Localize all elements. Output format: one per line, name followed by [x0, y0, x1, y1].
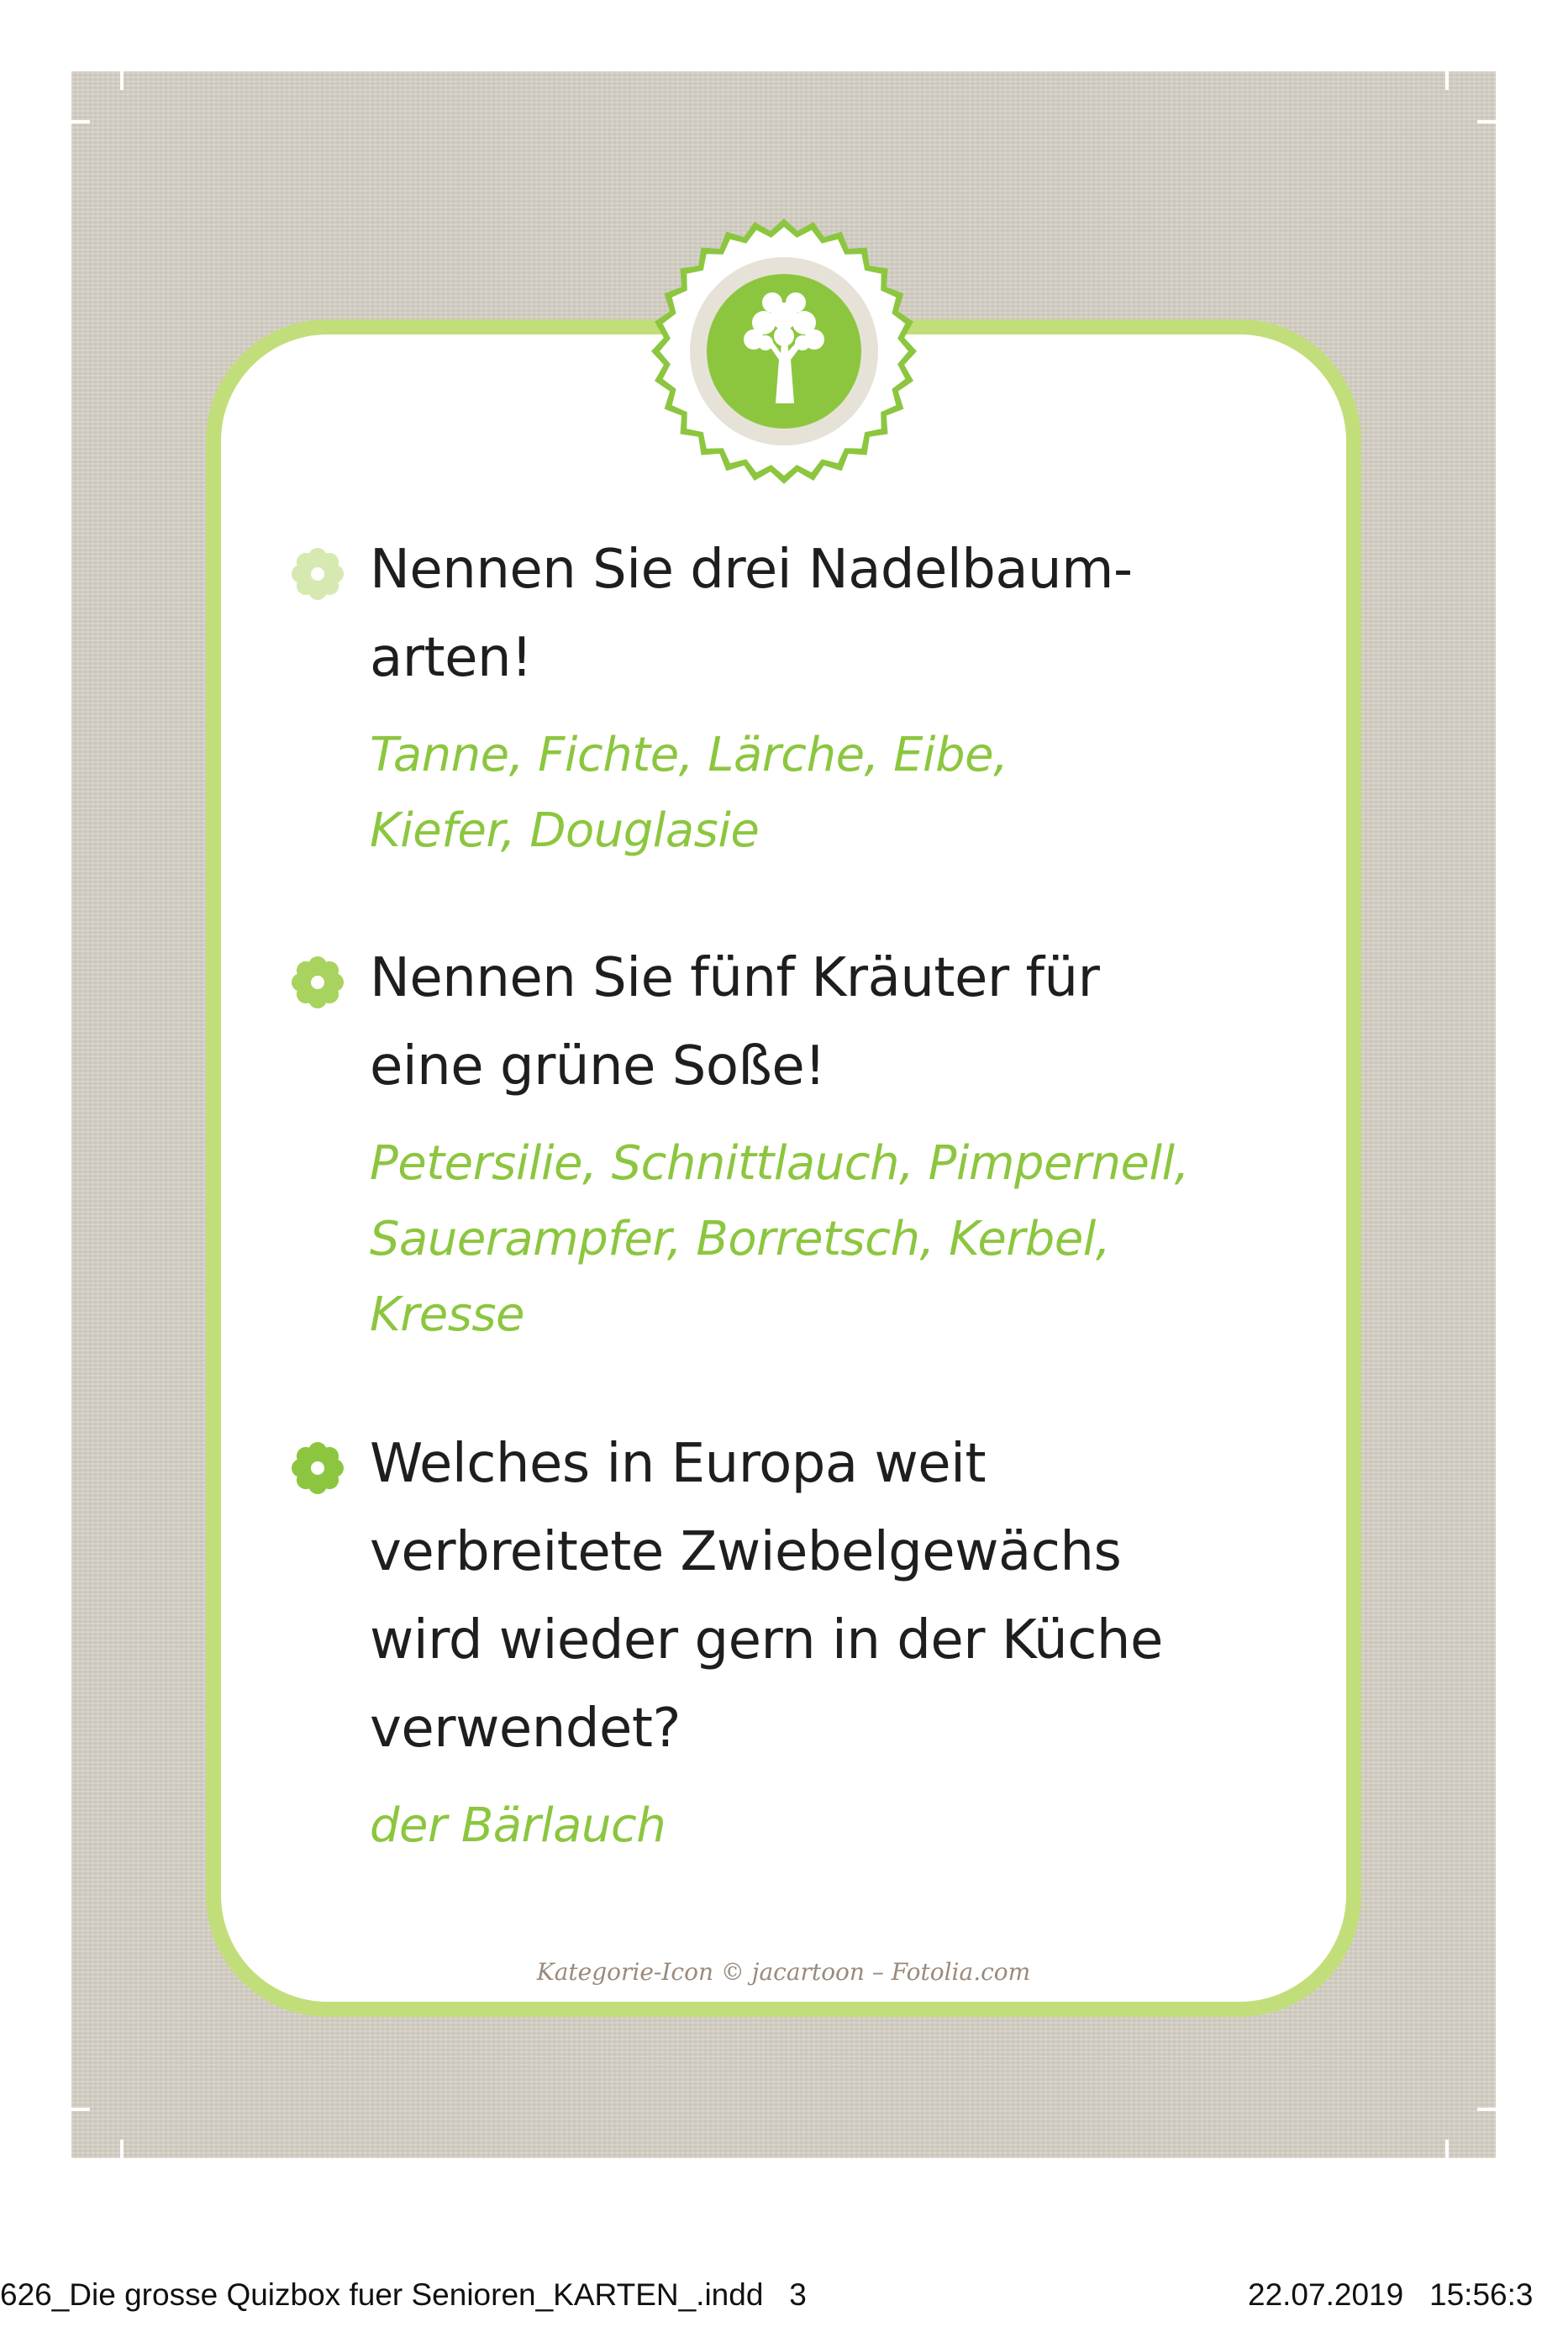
image-credit: Kategorie-Icon © jacartoon – Fotolia.com: [536, 1958, 1031, 1986]
question-line: verbreitete Zwiebelgewächs: [370, 1521, 1122, 1583]
answer-line: Kiefer, Douglasie: [370, 803, 760, 858]
crop-mark: [71, 2108, 90, 2111]
crop-mark: [1445, 71, 1449, 90]
print-slug-filename: 626_Die grosse Quizbox fuer Senioren_KARTEN_.indd 3: [0, 2277, 807, 2312]
answer-text: [370, 718, 1319, 869]
print-slug-datetime: 22.07.2019 15:56:3: [1248, 2277, 1534, 2312]
crop-mark: [1477, 120, 1496, 124]
flower-bullet-icon: [288, 1439, 347, 1498]
question-2: [370, 934, 1319, 1353]
question-3: [370, 1420, 1319, 1864]
question-text: [370, 1420, 1319, 1773]
crop-mark: [1445, 2140, 1449, 2158]
question-text: [370, 526, 1319, 703]
flower-bullet-icon: [288, 545, 347, 603]
question-line: verwendet?: [370, 1698, 681, 1760]
answer-line: Sauerampfer, Borretsch, Kerbel,: [370, 1212, 1111, 1266]
crop-mark: [120, 71, 124, 90]
crop-mark: [71, 120, 90, 124]
answer-text: [370, 1126, 1319, 1353]
answer-line: Tanne, Fichte, Lärche, Eibe,: [370, 728, 1008, 782]
question-line: Nennen Sie fünf Kräuter für: [370, 947, 1100, 1009]
question-line: arten!: [370, 627, 533, 689]
answer-line: der Bärlauch: [370, 1798, 666, 1853]
crop-mark: [1477, 2108, 1496, 2111]
question-line: wird wieder gern in der Küche: [370, 1609, 1163, 1671]
question-line: eine grüne Soße!: [370, 1035, 826, 1098]
answer-line: Kresse: [370, 1287, 525, 1342]
flower-bullet-icon: [288, 953, 347, 1012]
question-line: Welches in Europa weit: [370, 1433, 987, 1495]
question-1: [370, 526, 1319, 869]
question-line: Nennen Sie drei Nadelbaum-: [370, 539, 1133, 601]
answer-text: [370, 1788, 1319, 1864]
question-text: [370, 934, 1319, 1111]
answer-line: Petersilie, Schnittlauch, Pimpernell,: [370, 1136, 1189, 1191]
category-badge: [650, 217, 918, 486]
crop-mark: [120, 2140, 124, 2158]
